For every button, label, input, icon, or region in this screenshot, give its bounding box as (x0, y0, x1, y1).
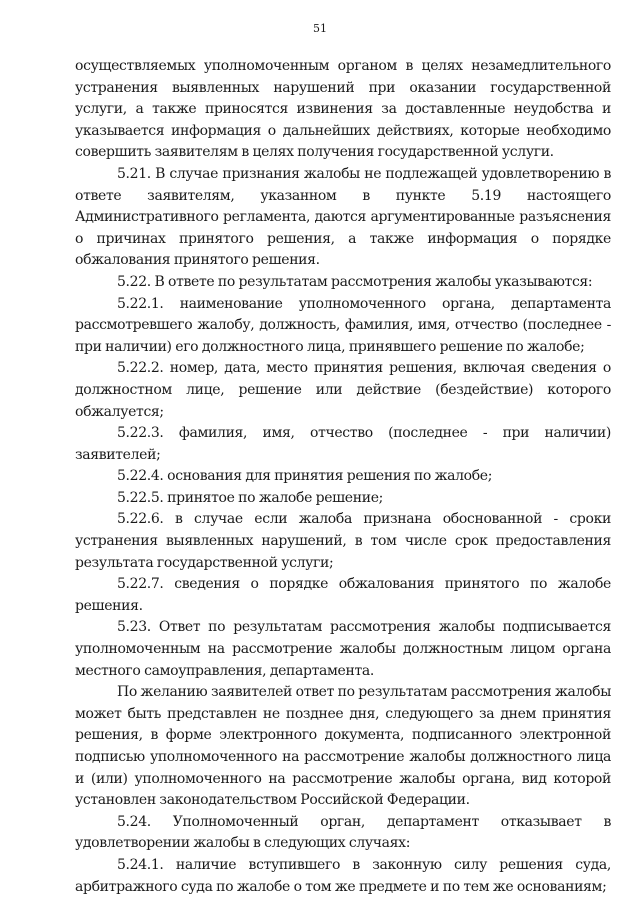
page-number: 51 (313, 22, 327, 35)
paragraph-5-21: 5.21. В случае признания жалобы не подлежащей удовлетворению в ответе заявителям, указанном в пункте 5.19 настоящего Административного регламента, даются аргументированные разъяснения о причинах принятого решения, а также информация о порядке обжалования принятого решения. (75, 165, 611, 269)
paragraph-5-24-1: 5.24.1. наличие вступившего в законную силу решения суда, арбитражного суда по жалобе о том же предмете и по тем же основаниям; (75, 856, 611, 895)
paragraph-electronic-answer: По желанию заявителей ответ по результатам рассмотрения жалобы может быть представлен не позднее дня, следующего за днем принятия решения, в форме электронного документа, подписанного электронной подписью уполномоченного на рассмотрение жалобы должностного лица и (или) уполномоченного на рассмотрение жалобы органа, вид которой установлен законодательством Российской Федерации. (75, 684, 611, 809)
paragraph-5-22-1: 5.22.1. наименование уполномоченного органа, департамента рассмотревшего жалобу, должность, фамилия, имя, отчество (последнее - при наличии) его должностного лица, принявшего решение по жалобе; (75, 295, 611, 355)
paragraph-continuation: осуществляемых уполномоченным органом в целях незамедлительного устранения выявленных нарушений при оказании государственной услуги, а также приносятся извинения за доставленные неудобства и указывается информация о дальнейших действиях, которые необходимо совершить заявителям в целях получения государственной услуги. (75, 58, 611, 161)
paragraph-5-23: 5.23. Ответ по результатам рассмотрения жалобы подписывается уполномоченным на рассмотрение жалобы должностным лицом органа местного самоуправления, департамента. (75, 619, 611, 679)
paragraph-5-22-7: 5.22.7. сведения о порядке обжалования принятого по жалобе решения. (75, 576, 611, 614)
paragraph-5-22: 5.22. В ответе по результатам рассмотрения жалобы указываются: (117, 273, 593, 290)
paragraph-5-22-4: 5.22.4. основания для принятия решения по жалобе; (117, 468, 493, 485)
paragraph-5-22-3: 5.22.3. фамилия, имя, отчество (последнее - при наличии) заявителей; (75, 425, 611, 463)
paragraph-5-22-5: 5.22.5. принятое по жалобе решение; (117, 489, 384, 506)
paragraph-5-22-2: 5.22.2. номер, дата, место принятия решения, включая сведения о должностном лице, решение или действие (бездействие) которого обжалуется; (75, 360, 611, 420)
paragraph-5-22-6: 5.22.6. в случае если жалоба признана обоснованной - сроки устранения выявленных нарушений, в том числе срок предоставления результата государственной услуги; (75, 511, 611, 571)
document-body (75, 56, 611, 898)
paragraph-5-24: 5.24. Уполномоченный орган, департамент отказывает в удовлетворении жалобы в следующих случаях: (75, 813, 611, 852)
